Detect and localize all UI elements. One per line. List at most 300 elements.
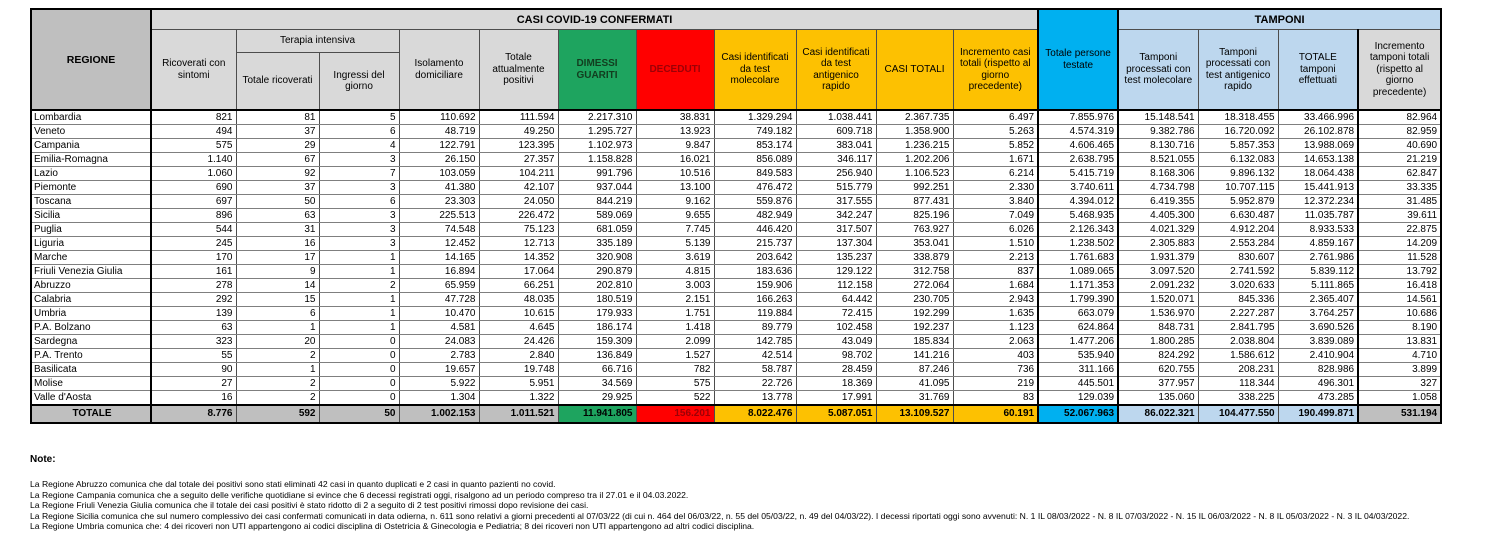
value-cell: 5.263 xyxy=(953,125,1038,139)
value-cell: 1.038.441 xyxy=(796,110,876,125)
value-cell: 856.089 xyxy=(714,153,796,167)
value-cell: 681.059 xyxy=(558,223,636,237)
value-cell: 22.726 xyxy=(714,377,796,391)
value-cell: 8.521.055 xyxy=(1118,153,1198,167)
value-cell: 55 xyxy=(151,349,236,363)
value-cell: 135.237 xyxy=(796,251,876,265)
value-cell: 135.060 xyxy=(1118,391,1198,406)
value-cell: 2.741.592 xyxy=(1198,265,1278,279)
value-cell: 28.459 xyxy=(796,363,876,377)
value-cell: 6.630.487 xyxy=(1198,209,1278,223)
value-cell: 278 xyxy=(151,279,236,293)
value-cell: 33.335 xyxy=(1358,181,1441,195)
value-cell: 129.039 xyxy=(1038,391,1118,406)
value-cell: 2.365.407 xyxy=(1278,293,1358,307)
value-cell: 29 xyxy=(236,139,319,153)
value-cell: 782 xyxy=(636,363,714,377)
value-cell: 24.050 xyxy=(479,195,558,209)
value-cell: 896 xyxy=(151,209,236,223)
value-cell: 0 xyxy=(319,391,399,406)
column-header-casi-totali: CASI TOTALI xyxy=(876,30,953,111)
value-cell: 22.875 xyxy=(1358,223,1441,237)
value-cell: 66.251 xyxy=(479,279,558,293)
note-abruzzo: La Regione Abruzzo comunica che dal totale dei positivi sono stati eliminati 42 casi in quanto duplicati e 2 casi in quanto pazienti no covid. xyxy=(30,479,556,489)
region-name: Sicilia xyxy=(31,209,151,223)
value-cell: 1.520.071 xyxy=(1118,293,1198,307)
table-row xyxy=(31,153,1441,167)
value-cell: 830.607 xyxy=(1198,251,1278,265)
value-cell: 83 xyxy=(953,391,1038,406)
value-cell: 15.148.541 xyxy=(1118,110,1198,125)
value-cell: 13.100 xyxy=(636,181,714,195)
value-cell: 663.079 xyxy=(1038,307,1118,321)
value-cell: 42.107 xyxy=(479,181,558,195)
value-cell: 98.702 xyxy=(796,349,876,363)
value-cell: 3.764.257 xyxy=(1278,307,1358,321)
table-header xyxy=(31,9,1441,110)
value-cell: 1.171.353 xyxy=(1038,279,1118,293)
value-cell: 6.214 xyxy=(953,167,1038,181)
value-cell: 226.472 xyxy=(479,209,558,223)
value-cell: 1.123 xyxy=(953,321,1038,335)
value-cell: 136.849 xyxy=(558,349,636,363)
value-cell: 0 xyxy=(319,377,399,391)
value-cell: 92 xyxy=(236,167,319,181)
value-cell: 1.140 xyxy=(151,153,236,167)
column-header-totale-tamponi: TOTALE tamponi effettuati xyxy=(1278,30,1358,111)
value-cell: 3.619 xyxy=(636,251,714,265)
value-cell: 849.583 xyxy=(714,167,796,181)
value-cell: 10.470 xyxy=(399,307,479,321)
note-umbria: La Regione Umbria comunica che: 4 dei ricoveri non UTI appartengono ai codici disciplina di Ostetricia & Ginecologia e Pediatria; 8 dei ricoveri non UTI appartengono ad altri codici disciplina. xyxy=(30,521,755,532)
value-cell: 166.263 xyxy=(714,293,796,307)
value-cell: 476.472 xyxy=(714,181,796,195)
value-cell: 225.513 xyxy=(399,209,479,223)
value-cell: 16 xyxy=(151,391,236,406)
value-cell: 31.485 xyxy=(1358,195,1441,209)
value-cell: 31.769 xyxy=(876,391,953,406)
value-cell: 4.734.798 xyxy=(1118,181,1198,195)
value-cell: 8.130.716 xyxy=(1118,139,1198,153)
value-cell: 1 xyxy=(319,321,399,335)
value-cell: 87.246 xyxy=(876,363,953,377)
value-cell: 62.847 xyxy=(1358,167,1441,181)
value-cell: 320.908 xyxy=(558,251,636,265)
value-cell: 828.986 xyxy=(1278,363,1358,377)
value-cell: 496.301 xyxy=(1278,377,1358,391)
value-cell: 1.800.285 xyxy=(1118,335,1198,349)
value-cell: 312.758 xyxy=(876,265,953,279)
value-cell: 8.933.533 xyxy=(1278,223,1358,237)
total-value-cell: 86.022.321 xyxy=(1118,405,1198,423)
tamponi-band: TAMPONI xyxy=(1118,9,1441,30)
table-row xyxy=(31,110,1441,125)
value-cell: 4.405.300 xyxy=(1118,209,1198,223)
value-cell: 75.123 xyxy=(479,223,558,237)
value-cell: 129.122 xyxy=(796,265,876,279)
value-cell: 5.922 xyxy=(399,377,479,391)
value-cell: 620.755 xyxy=(1118,363,1198,377)
value-cell: 991.796 xyxy=(558,167,636,181)
value-cell: 161 xyxy=(151,265,236,279)
value-cell: 837 xyxy=(953,265,1038,279)
value-cell: 1 xyxy=(236,321,319,335)
value-cell: 37 xyxy=(236,181,319,195)
value-cell: 183.636 xyxy=(714,265,796,279)
value-cell: 338.225 xyxy=(1198,391,1278,406)
value-cell: 5.415.719 xyxy=(1038,167,1118,181)
value-cell: 4.710 xyxy=(1358,349,1441,363)
value-cell: 5.852 xyxy=(953,139,1038,153)
value-cell: 13.923 xyxy=(636,125,714,139)
value-cell: 1.089.065 xyxy=(1038,265,1118,279)
value-cell: 65.959 xyxy=(399,279,479,293)
value-cell: 3.740.611 xyxy=(1038,181,1118,195)
value-cell: 17.991 xyxy=(796,391,876,406)
value-cell: 6 xyxy=(319,125,399,139)
value-cell: 29.925 xyxy=(558,391,636,406)
value-cell: 589.069 xyxy=(558,209,636,223)
value-cell: 26.102.878 xyxy=(1278,125,1358,139)
value-cell: 3.003 xyxy=(636,279,714,293)
value-cell: 1.102.973 xyxy=(558,139,636,153)
table-row xyxy=(31,265,1441,279)
value-cell: 17 xyxy=(236,251,319,265)
value-cell: 14.165 xyxy=(399,251,479,265)
value-cell: 18.369 xyxy=(796,377,876,391)
value-cell: 5.952.879 xyxy=(1198,195,1278,209)
value-cell: 2.038.804 xyxy=(1198,335,1278,349)
value-cell: 4 xyxy=(319,139,399,153)
value-cell: 1.304 xyxy=(399,391,479,406)
value-cell: 1.238.502 xyxy=(1038,237,1118,251)
region-name: Emilia-Romagna xyxy=(31,153,151,167)
column-header-isolamento: Isolamento domiciliare xyxy=(399,30,479,111)
value-cell: 81 xyxy=(236,110,319,125)
total-value-cell: 52.067.963 xyxy=(1038,405,1118,423)
value-cell: 2.943 xyxy=(953,293,1038,307)
value-cell: 877.431 xyxy=(876,195,953,209)
value-cell: 111.594 xyxy=(479,110,558,125)
value-cell: 49.250 xyxy=(479,125,558,139)
value-cell: 9.896.132 xyxy=(1198,167,1278,181)
column-header-ricoverati-sintomi: Ricoverati con sintomi xyxy=(151,30,236,111)
value-cell: 6.419.355 xyxy=(1118,195,1198,209)
notes-section xyxy=(30,454,1495,532)
table-row xyxy=(31,307,1441,321)
value-cell: 215.737 xyxy=(714,237,796,251)
value-cell: 24.426 xyxy=(479,335,558,349)
value-cell: 2.761.986 xyxy=(1278,251,1358,265)
region-name: Abruzzo xyxy=(31,279,151,293)
value-cell: 2.091.232 xyxy=(1118,279,1198,293)
value-cell: 2.367.735 xyxy=(876,110,953,125)
column-header-totale-ricoverati: Totale ricoverati xyxy=(236,53,319,111)
table-row xyxy=(31,237,1441,251)
value-cell: 58.787 xyxy=(714,363,796,377)
value-cell: 4.574.319 xyxy=(1038,125,1118,139)
region-name: Marche xyxy=(31,251,151,265)
value-cell: 5.468.935 xyxy=(1038,209,1118,223)
value-cell: 10.707.115 xyxy=(1198,181,1278,195)
value-cell: 2.410.904 xyxy=(1278,349,1358,363)
value-cell: 2.783 xyxy=(399,349,479,363)
value-cell: 103.059 xyxy=(399,167,479,181)
total-value-cell: 8.022.476 xyxy=(714,405,796,423)
table-row xyxy=(31,223,1441,237)
value-cell: 15.441.913 xyxy=(1278,181,1358,195)
column-header-attualmente-positivi: Totale attualmente positivi xyxy=(479,30,558,111)
value-cell: 2.638.795 xyxy=(1038,153,1118,167)
value-cell: 90 xyxy=(151,363,236,377)
value-cell: 515.779 xyxy=(796,181,876,195)
value-cell: 33.466.996 xyxy=(1278,110,1358,125)
region-name: P.A. Trento xyxy=(31,349,151,363)
value-cell: 41.380 xyxy=(399,181,479,195)
value-cell: 1.329.294 xyxy=(714,110,796,125)
value-cell: 47.728 xyxy=(399,293,479,307)
value-cell: 63 xyxy=(236,209,319,223)
value-cell: 473.285 xyxy=(1278,391,1358,406)
value-cell: 1.536.970 xyxy=(1118,307,1198,321)
value-cell: 4.859.167 xyxy=(1278,237,1358,251)
value-cell: 16.894 xyxy=(399,265,479,279)
value-cell: 34.569 xyxy=(558,377,636,391)
value-cell: 4.021.329 xyxy=(1118,223,1198,237)
value-cell: 202.810 xyxy=(558,279,636,293)
value-cell: 992.251 xyxy=(876,181,953,195)
value-cell: 186.174 xyxy=(558,321,636,335)
value-cell: 48.719 xyxy=(399,125,479,139)
value-cell: 844.219 xyxy=(558,195,636,209)
value-cell: 16.720.092 xyxy=(1198,125,1278,139)
value-cell: 1.236.215 xyxy=(876,139,953,153)
value-cell: 1 xyxy=(319,307,399,321)
value-cell: 2.841.795 xyxy=(1198,321,1278,335)
value-cell: 2.330 xyxy=(953,181,1038,195)
value-cell: 112.158 xyxy=(796,279,876,293)
value-cell: 9.847 xyxy=(636,139,714,153)
total-value-cell: 11.941.805 xyxy=(558,405,636,423)
value-cell: 609.718 xyxy=(796,125,876,139)
value-cell: 48.035 xyxy=(479,293,558,307)
value-cell: 42.514 xyxy=(714,349,796,363)
value-cell: 12.713 xyxy=(479,237,558,251)
table-row xyxy=(31,139,1441,153)
value-cell: 21.219 xyxy=(1358,153,1441,167)
value-cell: 67 xyxy=(236,153,319,167)
value-cell: 335.189 xyxy=(558,237,636,251)
value-cell: 5.111.865 xyxy=(1278,279,1358,293)
value-cell: 139 xyxy=(151,307,236,321)
value-cell: 26.150 xyxy=(399,153,479,167)
value-cell: 2.553.284 xyxy=(1198,237,1278,251)
value-cell: 1.761.683 xyxy=(1038,251,1118,265)
value-cell: 535.940 xyxy=(1038,349,1118,363)
value-cell: 323 xyxy=(151,335,236,349)
value-cell: 137.304 xyxy=(796,237,876,251)
value-cell: 64.442 xyxy=(796,293,876,307)
value-cell: 16 xyxy=(236,237,319,251)
total-value-cell: 50 xyxy=(319,405,399,423)
column-header-tamponi-antigenico: Tamponi processati con test antigenico rapido xyxy=(1198,30,1278,111)
value-cell: 1 xyxy=(319,293,399,307)
table-row xyxy=(31,349,1441,363)
value-cell: 1.477.206 xyxy=(1038,335,1118,349)
value-cell: 317.555 xyxy=(796,195,876,209)
value-cell: 13.778 xyxy=(714,391,796,406)
value-cell: 2.227.287 xyxy=(1198,307,1278,321)
value-cell: 12.372.234 xyxy=(1278,195,1358,209)
value-cell: 10.516 xyxy=(636,167,714,181)
table-row xyxy=(31,181,1441,195)
value-cell: 9.655 xyxy=(636,209,714,223)
value-cell: 38.831 xyxy=(636,110,714,125)
value-cell: 3.097.520 xyxy=(1118,265,1198,279)
notes-title: Note: xyxy=(30,454,56,465)
terapia-intensiva-band: Terapia intensiva xyxy=(236,30,399,53)
column-header-deceduti: DECEDUTI xyxy=(636,30,714,111)
value-cell: 736 xyxy=(953,363,1038,377)
value-cell: 1.671 xyxy=(953,153,1038,167)
table-row xyxy=(31,321,1441,335)
region-name: Puglia xyxy=(31,223,151,237)
value-cell: 123.395 xyxy=(479,139,558,153)
column-header-persone-testate: Totale persone testate xyxy=(1038,9,1118,110)
table-row xyxy=(31,279,1441,293)
value-cell: 37 xyxy=(236,125,319,139)
value-cell: 5 xyxy=(319,110,399,125)
value-cell: 256.940 xyxy=(796,167,876,181)
region-name: Sardegna xyxy=(31,335,151,349)
value-cell: 122.791 xyxy=(399,139,479,153)
value-cell: 1.751 xyxy=(636,307,714,321)
value-cell: 19.657 xyxy=(399,363,479,377)
value-cell: 763.927 xyxy=(876,223,953,237)
value-cell: 63 xyxy=(151,321,236,335)
value-cell: 230.705 xyxy=(876,293,953,307)
value-cell: 82.959 xyxy=(1358,125,1441,139)
value-cell: 203.642 xyxy=(714,251,796,265)
column-header-dimessi-guariti: DIMESSI GUARITI xyxy=(558,30,636,111)
value-cell: 3.899 xyxy=(1358,363,1441,377)
value-cell: 2 xyxy=(236,349,319,363)
value-cell: 0 xyxy=(319,335,399,349)
value-cell: 1.202.206 xyxy=(876,153,953,167)
value-cell: 141.216 xyxy=(876,349,953,363)
value-cell: 4.815 xyxy=(636,265,714,279)
note-friuli: La Regione Friuli Venezia Giulia comunica che il totale dei casi positivi è stato ridotto di 2 a seguito di 2 test positivi rimossi dopo revisione dei casi. xyxy=(30,500,589,511)
value-cell: 185.834 xyxy=(876,335,953,349)
value-cell: 11.528 xyxy=(1358,251,1441,265)
value-cell: 7.049 xyxy=(953,209,1038,223)
value-cell: 7.855.976 xyxy=(1038,110,1118,125)
total-value-cell: 60.191 xyxy=(953,405,1038,423)
total-value-cell: 104.477.550 xyxy=(1198,405,1278,423)
table-row xyxy=(31,377,1441,391)
value-cell: 180.519 xyxy=(558,293,636,307)
value-cell: 327 xyxy=(1358,377,1441,391)
value-cell: 494 xyxy=(151,125,236,139)
value-cell: 1.058 xyxy=(1358,391,1441,406)
value-cell: 11.035.787 xyxy=(1278,209,1358,223)
region-name: Valle d'Aosta xyxy=(31,391,151,406)
value-cell: 7 xyxy=(319,167,399,181)
value-cell: 690 xyxy=(151,181,236,195)
value-cell: 4.394.012 xyxy=(1038,195,1118,209)
value-cell: 40.690 xyxy=(1358,139,1441,153)
value-cell: 27.357 xyxy=(479,153,558,167)
value-cell: 82.964 xyxy=(1358,110,1441,125)
value-cell: 2.213 xyxy=(953,251,1038,265)
value-cell: 1.931.379 xyxy=(1118,251,1198,265)
value-cell: 159.309 xyxy=(558,335,636,349)
value-cell: 559.876 xyxy=(714,195,796,209)
value-cell: 5.139 xyxy=(636,237,714,251)
total-value-cell: 1.011.521 xyxy=(479,405,558,423)
value-cell: 5.951 xyxy=(479,377,558,391)
value-cell: 18.318.455 xyxy=(1198,110,1278,125)
value-cell: 3 xyxy=(319,181,399,195)
value-cell: 353.041 xyxy=(876,237,953,251)
value-cell: 14.561 xyxy=(1358,293,1441,307)
value-cell: 219 xyxy=(953,377,1038,391)
region-name: Molise xyxy=(31,377,151,391)
value-cell: 18.064.438 xyxy=(1278,167,1358,181)
value-cell: 1.060 xyxy=(151,167,236,181)
value-cell: 272.064 xyxy=(876,279,953,293)
value-cell: 317.507 xyxy=(796,223,876,237)
value-cell: 2 xyxy=(236,377,319,391)
value-cell: 5.857.353 xyxy=(1198,139,1278,153)
table-row xyxy=(31,391,1441,406)
value-cell: 5.839.112 xyxy=(1278,265,1358,279)
value-cell: 1 xyxy=(319,251,399,265)
region-name: Liguria xyxy=(31,237,151,251)
value-cell: 6.497 xyxy=(953,110,1038,125)
value-cell: 2.217.310 xyxy=(558,110,636,125)
value-cell: 9 xyxy=(236,265,319,279)
value-cell: 13.792 xyxy=(1358,265,1441,279)
value-cell: 1 xyxy=(319,265,399,279)
column-header-casi-antigenico: Casi identificati da test antigenico rapido xyxy=(796,30,876,111)
value-cell: 17.064 xyxy=(479,265,558,279)
total-value-cell: 8.776 xyxy=(151,405,236,423)
value-cell: 43.049 xyxy=(796,335,876,349)
value-cell: 8.168.306 xyxy=(1118,167,1198,181)
value-cell: 4.606.465 xyxy=(1038,139,1118,153)
column-header-tamponi-molecolare: Tamponi processati con test molecolare xyxy=(1118,30,1198,111)
total-label: TOTALE xyxy=(31,405,151,423)
value-cell: 749.182 xyxy=(714,125,796,139)
value-cell: 16.418 xyxy=(1358,279,1441,293)
region-name: P.A. Bolzano xyxy=(31,321,151,335)
value-cell: 3 xyxy=(319,223,399,237)
value-cell: 10.686 xyxy=(1358,307,1441,321)
value-cell: 104.211 xyxy=(479,167,558,181)
region-name: Lombardia xyxy=(31,110,151,125)
region-name: Umbria xyxy=(31,307,151,321)
table-row xyxy=(31,251,1441,265)
value-cell: 1.684 xyxy=(953,279,1038,293)
value-cell: 119.884 xyxy=(714,307,796,321)
value-cell: 159.906 xyxy=(714,279,796,293)
value-cell: 853.174 xyxy=(714,139,796,153)
value-cell: 848.731 xyxy=(1118,321,1198,335)
total-value-cell: 156.201 xyxy=(636,405,714,423)
value-cell: 118.344 xyxy=(1198,377,1278,391)
region-name: Toscana xyxy=(31,195,151,209)
